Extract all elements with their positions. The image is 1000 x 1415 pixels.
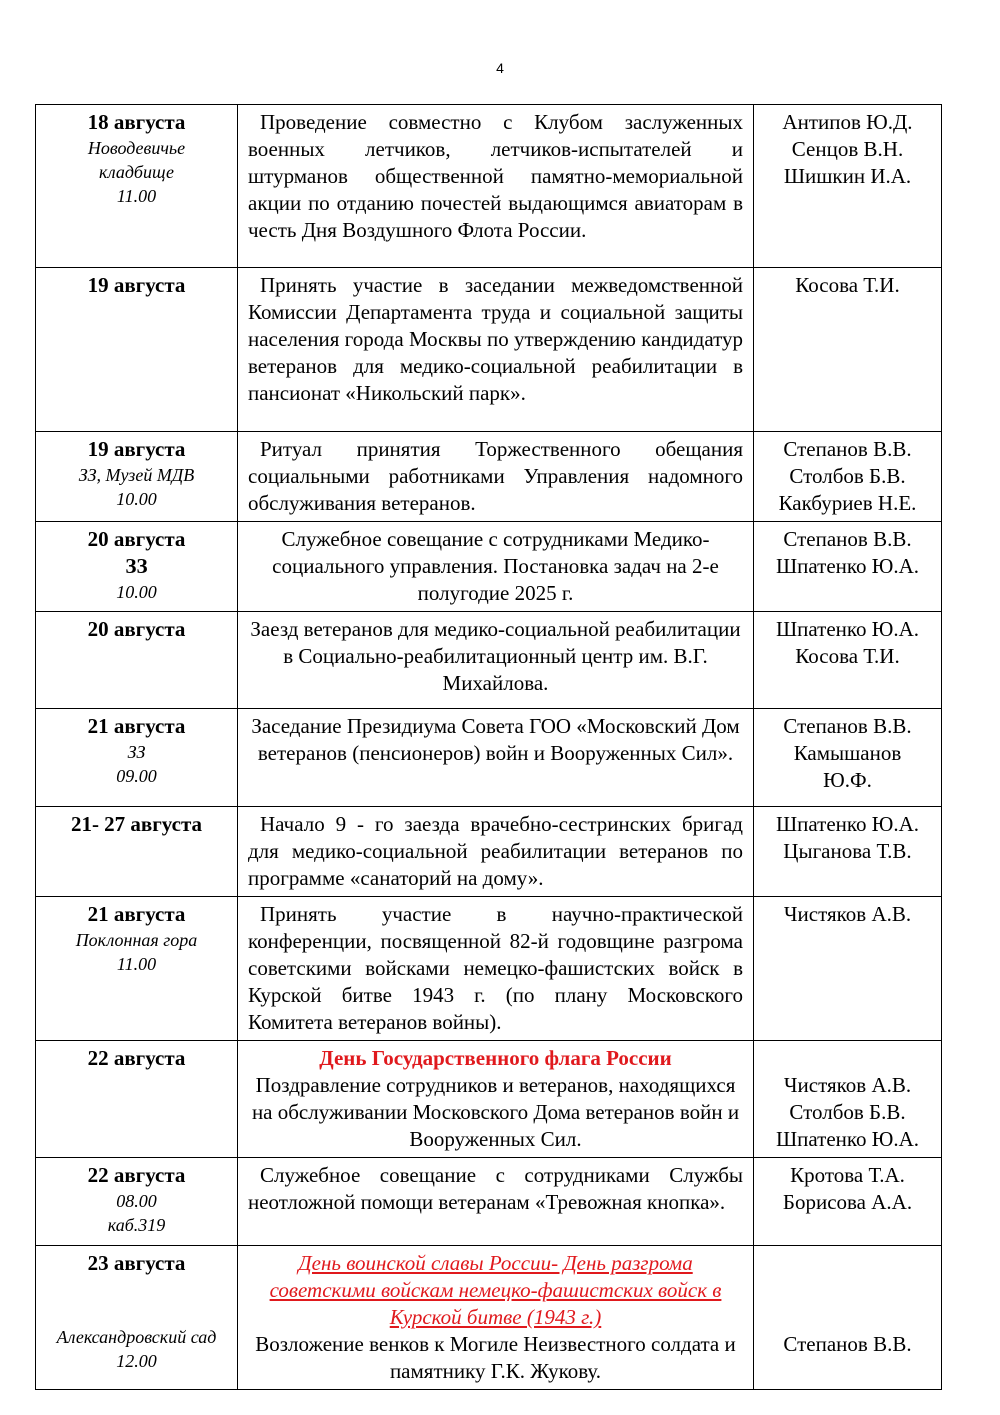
event-date: 21 августа: [87, 714, 186, 738]
event-description: Поздравление сотрудников и ветеранов, находящихся на обслуживании Московского Дома ветеранов войн и Вооруженных Сил.: [251, 1073, 740, 1151]
date-cell: [36, 612, 238, 709]
responsible-person: Кротова Т.А.: [790, 1163, 905, 1187]
date-cell: [36, 1246, 238, 1390]
date-cell: [36, 105, 238, 268]
responsible-cell: [754, 897, 942, 1041]
event-description: Заезд ветеранов для медико-социальной реабилитации в Социально-реабилитационный центр им. В.Г. Михайлова.: [250, 617, 741, 695]
event-cell: [238, 522, 754, 612]
event-time: 09.00: [116, 766, 157, 786]
event-cell: [238, 1158, 754, 1246]
event-cell: [238, 105, 754, 268]
event-description: Принять участие в заседании межведомственной Комиссии Департамента труда и социальной защиты населения города Москвы по утверждению кандидатур ветеранов для медико-социальной реабилитации в пансионат «Никольский парк».: [248, 273, 743, 405]
event-description: Служебное совещание с сотрудниками Медико-социального управления. Постановка задач на 2-е полугодие 2025 г.: [272, 527, 719, 605]
event-description: Ритуал принятия Торжественного обещания социальными работниками Управления надомного обслуживания ветеранов.: [248, 437, 743, 515]
event-place: ЗЗ: [127, 742, 146, 762]
responsible-person: Чистяков А.В.: [783, 1073, 912, 1097]
responsible-person: Чистяков А.В.: [783, 902, 912, 926]
responsible-person: Цыганова Т.В.: [783, 839, 912, 863]
responsible-person: Столбов Б.В.: [789, 1100, 906, 1124]
event-description: Возложение венков к Могиле Неизвестного солдата и памятнику Г.К. Жукову.: [255, 1332, 736, 1383]
responsible-person: Косова Т.И.: [795, 273, 900, 297]
schedule-table: [35, 104, 942, 1390]
event-cell: [238, 432, 754, 522]
event-cell: [238, 1041, 754, 1158]
event-time: 11.00: [116, 186, 157, 206]
event-date: 18 августа: [87, 110, 186, 134]
responsible-person: Степанов В.В.: [783, 527, 912, 551]
table-row: [36, 612, 942, 709]
responsible-cell: [754, 268, 942, 432]
event-description: Служебное совещание с сотрудниками Службы неотложной помощи ветеранам «Тревожная кнопка».: [248, 1163, 743, 1214]
responsible-cell: [754, 1158, 942, 1246]
responsible-person: Борисова А.А.: [782, 1190, 913, 1214]
responsible-cell: [754, 432, 942, 522]
event-time: 10.00: [116, 489, 157, 509]
event-date: 22 августа: [87, 1046, 186, 1070]
event-time: 12.00: [116, 1351, 157, 1371]
event-description: Заседание Президиума Совета ГОО «Московский Дом ветеранов (пенсионеров) войн и Вооруженных Сил».: [251, 714, 740, 765]
table-row: [36, 1041, 942, 1158]
event-cell: [238, 807, 754, 897]
holiday-title: День воинской славы России- День разгрома советскими войскам немецко-фашистских войск в Курской битве (1943 г.): [269, 1251, 722, 1329]
date-cell: [36, 432, 238, 522]
responsible-cell: [754, 807, 942, 897]
table-row: [36, 709, 942, 807]
event-description: Проведение совместно с Клубом заслуженных военных летчиков, летчиков-испытателей и штурманов общественной памятно-мемориальной акции по отданию почестей выдающимся авиаторам в честь Дня Воздушного Флота России.: [248, 110, 743, 242]
responsible-person: Антипов Ю.Д.: [782, 110, 913, 134]
event-time: 08.00: [116, 1191, 157, 1211]
table-row: [36, 1246, 942, 1390]
date-cell: [36, 897, 238, 1041]
event-cell: [238, 268, 754, 432]
date-cell: [36, 709, 238, 807]
table-row: [36, 522, 942, 612]
event-place: Новодевичье кладбище: [87, 138, 186, 182]
event-date: 20 августа: [87, 527, 186, 551]
event-cell: [238, 897, 754, 1041]
event-cell: [238, 612, 754, 709]
date-cell: [36, 807, 238, 897]
responsible-person: Косова Т.И.: [795, 644, 900, 668]
holiday-title: День Государственного флага России: [319, 1046, 672, 1070]
table-row: [36, 807, 942, 897]
event-date: 21 августа: [87, 902, 186, 926]
responsible-person: Степанов В.В.: [783, 1332, 912, 1356]
responsible-person: Какбуриев Н.Е.: [778, 491, 917, 515]
date-cell: [36, 1041, 238, 1158]
responsible-person: Камышанов Ю.Ф.: [793, 741, 902, 792]
event-place: ЗЗ, Музей МДВ: [78, 465, 195, 485]
event-description: Принять участие в научно-практической конференции, посвященной 82-й годовщине разгрома советскими войсками немецко-фашистских войск в Курской битве 1943 г. (по плану Московского Комитета ветеранов войны).: [248, 902, 743, 1034]
table-row: [36, 432, 942, 522]
event-date: 20 августа: [87, 617, 186, 641]
event-cell: [238, 1246, 754, 1390]
responsible-cell: [754, 522, 942, 612]
responsible-cell: [754, 709, 942, 807]
responsible-cell: [754, 105, 942, 268]
table-row: [36, 1158, 942, 1246]
responsible-person: Шпатенко Ю.А.: [775, 812, 920, 836]
event-date: 22 августа: [87, 1163, 186, 1187]
responsible-person: Шишкин И.А.: [783, 164, 912, 188]
responsible-cell: [754, 1246, 942, 1390]
responsible-cell: [754, 612, 942, 709]
date-cell: [36, 268, 238, 432]
page-number: 4: [496, 60, 504, 76]
table-row: [36, 897, 942, 1041]
event-place: Александровский сад: [56, 1327, 217, 1347]
responsible-cell: [754, 1041, 942, 1158]
event-date: 23 августа: [87, 1251, 186, 1275]
event-date: 19 августа: [87, 273, 186, 297]
event-date: 19 августа: [87, 437, 186, 461]
event-place: ЗЗ: [125, 554, 148, 578]
responsible-person: Шпатенко Ю.А.: [775, 554, 920, 578]
responsible-person: Сенцов В.Н.: [791, 137, 904, 161]
event-description: Начало 9 - го заезда врачебно-сестринских бригад для медико-социальной реабилитации ветеранов по программе «санаторий на дому».: [248, 812, 743, 890]
event-date: 21- 27 августа: [70, 812, 203, 836]
event-cell: [238, 709, 754, 807]
date-cell: [36, 522, 238, 612]
responsible-person: Степанов В.В.: [783, 437, 912, 461]
responsible-person: Столбов Б.В.: [789, 464, 906, 488]
table-row: [36, 268, 942, 432]
date-cell: [36, 1158, 238, 1246]
event-time: 11.00: [116, 954, 157, 974]
responsible-person: Шпатенко Ю.А.: [775, 1127, 920, 1151]
responsible-person: Шпатенко Ю.А.: [775, 617, 920, 641]
table-row: [36, 105, 942, 268]
event-time: 10.00: [116, 582, 157, 602]
event-room: каб.319: [107, 1215, 166, 1235]
event-place: Поклонная гора: [75, 930, 198, 950]
responsible-person: Степанов В.В.: [783, 714, 912, 738]
